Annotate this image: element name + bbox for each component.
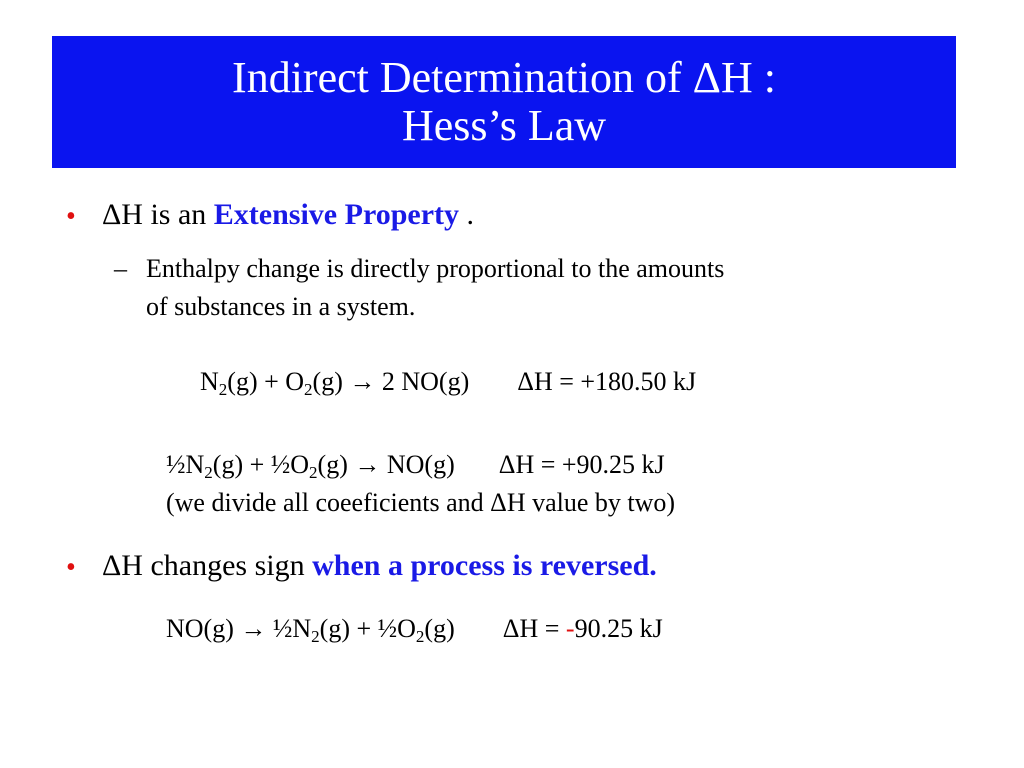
- bullet-text: ΔH changes sign: [102, 549, 313, 582]
- sub-bullet-line-1: Enthalpy change is directly proportional to the amounts: [146, 254, 725, 283]
- eq-subscript: 2: [218, 380, 228, 399]
- eq-subscript: 2: [204, 463, 213, 482]
- negative-sign: -: [565, 614, 575, 643]
- equation-forward: [200, 367, 696, 397]
- title-line-2: Hess’s Law: [401, 101, 607, 150]
- eq-term: (g): [424, 614, 455, 643]
- eq-term: N: [200, 367, 219, 396]
- bullet-sign-change: [102, 549, 657, 583]
- bullet-marker: •: [66, 201, 76, 232]
- eq-subscript: 2: [415, 627, 425, 646]
- eq-term: (g) → 2 NO(g): [312, 367, 470, 396]
- sub-bullet-marker: –: [114, 254, 127, 283]
- sub-bullet-line-2: of substances in a system.: [146, 292, 416, 321]
- eq-term: (g) + O: [227, 367, 305, 396]
- equation-reversed: [166, 614, 663, 644]
- eq-subscript: 2: [304, 380, 313, 399]
- eq-term: NO(g) → ½N: [166, 614, 312, 643]
- bullet-marker: •: [66, 552, 76, 583]
- eq-enthalpy-value: 90.25 kJ: [574, 614, 663, 643]
- eq-subscript: 2: [309, 463, 318, 482]
- title-line-1: Indirect Determination of ΔH :: [232, 53, 776, 102]
- equation-halved: [166, 450, 665, 480]
- slide-title: [52, 36, 956, 168]
- eq-term: (g) + ½O: [212, 450, 310, 479]
- equation-note: (we divide all coeeficients and ΔH value by two): [166, 488, 676, 517]
- eq-enthalpy: ΔH = +180.50 kJ: [517, 367, 697, 396]
- eq-subscript: 2: [311, 627, 320, 646]
- eq-term: (g) → NO(g): [317, 450, 455, 479]
- bullet-extensive-property: [102, 198, 474, 232]
- eq-term: ½N: [166, 450, 205, 479]
- bullet-highlight: Extensive Property: [213, 198, 460, 231]
- sub-bullet-text: [146, 250, 936, 326]
- eq-term: (g) + ½O: [319, 614, 416, 643]
- bullet-text: ΔH is an: [102, 198, 214, 231]
- eq-enthalpy-label: ΔH =: [502, 614, 566, 643]
- bullet-suffix: .: [459, 198, 475, 231]
- eq-enthalpy: ΔH = +90.25 kJ: [498, 450, 665, 479]
- bullet-highlight: when a process is reversed.: [312, 549, 657, 582]
